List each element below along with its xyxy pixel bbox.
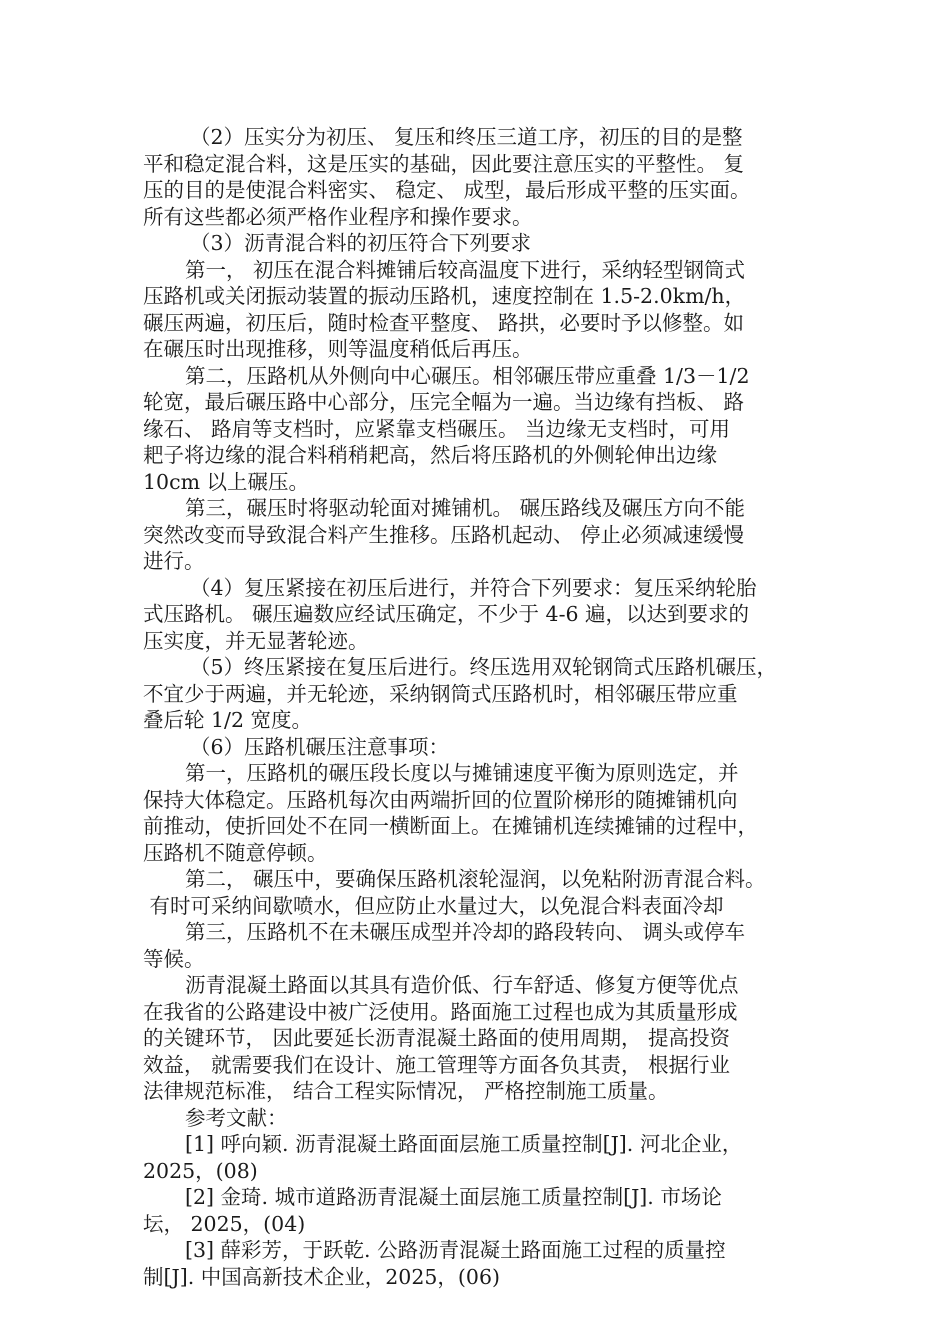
paragraph-notes-second [143, 866, 809, 919]
paragraph-secondary-compaction [143, 575, 809, 655]
paragraph-notes-first [143, 760, 809, 866]
references-heading [143, 1105, 809, 1132]
text-line: 式压路机。 碾压遍数应经试压确定，不少于 4-6 遍，以达到要求的 [143, 602, 750, 626]
text-line: [3] 薛彩芳，于跃乾. 公路沥青混凝土路面施工过程的质量控 [185, 1238, 726, 1262]
text-line: 轮宽，最后碾压路中心部分，压完全幅为一遍。当边缘有挡板、 路 [143, 390, 745, 414]
text-line: [2] 金琦. 城市道路沥青混凝土面层施工质量控制[J]. 市场论 [185, 1185, 722, 1209]
reference-item-3 [143, 1237, 809, 1290]
text-line: 制[J]. 中国高新技术企业，2025，(06) [143, 1264, 500, 1289]
text-line: （4）复压紧接在初压后进行，并符合下列要求：复压采纳轮胎 [190, 575, 757, 600]
text-line: 10cm 以上碾压。 [143, 469, 310, 494]
text-line: 压的目的是使混合料密实、 稳定、 成型，最后形成平整的压实面。 [143, 178, 751, 202]
text-line: 在碾压时出现推移，则等温度稍低后再压。 [143, 337, 533, 361]
text-line: 进行。 [143, 549, 205, 573]
text-line: 法律规范标准， 结合工程实际情况， 严格控制施工质量。 [143, 1079, 669, 1103]
text-line: 突然改变而导致混合料产生推移。压路机起动、 停止必须减速缓慢 [143, 522, 745, 547]
heading-line: （3）沥青混合料的初压符合下列要求 [190, 231, 532, 255]
text-line: 平和稳定混合料，这是压实的基础，因此要注意压实的平整性。 复 [143, 151, 745, 176]
paragraph-initial-third [143, 495, 809, 575]
text-line: 等候。 [143, 946, 205, 971]
paragraph-initial-second [143, 363, 809, 496]
heading-line: 参考文献： [185, 1105, 288, 1130]
text-line: 效益， 就需要我们在设计、施工管理等方面各负其责， 根据行业 [143, 1052, 731, 1077]
text-line: 有时可采纳间歇喷水，但应防止水量过大，以免混合料表面冷却 [143, 893, 724, 918]
text-line: 所有这些都必须严格作业程序和操作要求。 [143, 204, 533, 229]
text-line: 第二，压路机从外侧向中心碾压。相邻碾压带应重叠 1/3－1/2 [185, 363, 750, 388]
text-line: 第一， 初压在混合料摊铺后较高温度下进行，采纳轻型钢筒式 [185, 257, 746, 282]
text-line: 压实度，并无显著轮迹。 [143, 628, 369, 653]
paragraph-conclusion [143, 972, 809, 1105]
text-line: 碾压两遍，初压后，随时检查平整度、 路拱，必要时予以修整。如 [143, 310, 745, 335]
section-heading-roller-notes [143, 734, 809, 761]
paragraph-notes-third [143, 919, 809, 972]
text-line: 叠后轮 1/2 宽度。 [143, 708, 313, 732]
text-line: 前推动，使折回处不在同一横断面上。在摊铺机连续摊铺的过程中， [143, 814, 758, 838]
text-line: （2）压实分为初压、 复压和终压三道工序，初压的目的是整 [190, 125, 743, 149]
text-line: 耙子将边缘的混合料稍稍耙高，然后将压路机的外侧轮伸出边缘 [143, 443, 717, 467]
text-line: 坛， 2025，(04) [143, 1211, 306, 1236]
text-line: 第二， 碾压中，要确保压路机滚轮湿润，以免粘附沥青混合料。 [185, 867, 766, 891]
text-line: 在我省的公路建设中被广泛使用。路面施工过程也成为其质量形成 [143, 999, 738, 1024]
section-heading-initial-compaction [143, 230, 809, 257]
reference-item-1 [143, 1131, 809, 1184]
text-line: 2025，(08) [143, 1158, 258, 1183]
paragraph-initial-first [143, 257, 809, 363]
text-line: 压路机或关闭振动装置的振动压路机，速度控制在 1.5-2.0km/h， [143, 284, 746, 308]
text-line: 缘石、 路肩等支档时，应紧靠支档碾压。 当边缘无支档时，可用 [143, 416, 731, 441]
heading-line: （6）压路机碾压注意事项： [190, 734, 450, 759]
text-line: [1] 呼向颖. 沥青混凝土路面面层施工质量控制[J]. 河北企业， [185, 1132, 743, 1156]
text-line: 沥青混凝土路面以其具有造价低、行车舒适、修复方便等优点 [185, 973, 739, 997]
document-page [143, 124, 809, 1290]
reference-item-2 [143, 1184, 809, 1237]
text-line: 保持大体稳定。压路机每次由两端折回的位置阶梯形的随摊铺机向 [143, 787, 738, 812]
text-line: 第三，压路机不在未碾压成型并冷却的路段转向、 调头或停车 [185, 920, 746, 944]
text-line: （5）终压紧接在复压后进行。终压选用双轮钢筒式压路机碾压， [190, 655, 778, 679]
paragraph-final-compaction [143, 654, 809, 734]
text-line: 的关键环节， 因此要延长沥青混凝土路面的使用周期， 提高投资 [143, 1026, 731, 1050]
text-line: 第一，压路机的碾压段长度以与摊铺速度平衡为原则选定，并 [185, 761, 739, 785]
text-line: 压路机不随意停顿。 [143, 840, 328, 865]
text-line: 不宜少于两遍，并无轮迹，采纳钢筒式压路机时，相邻碾压带应重 [143, 681, 738, 706]
paragraph-compaction-stages [143, 124, 809, 230]
text-line: 第三，碾压时将驱动轮面对摊铺机。 碾压路线及碾压方向不能 [185, 496, 746, 520]
